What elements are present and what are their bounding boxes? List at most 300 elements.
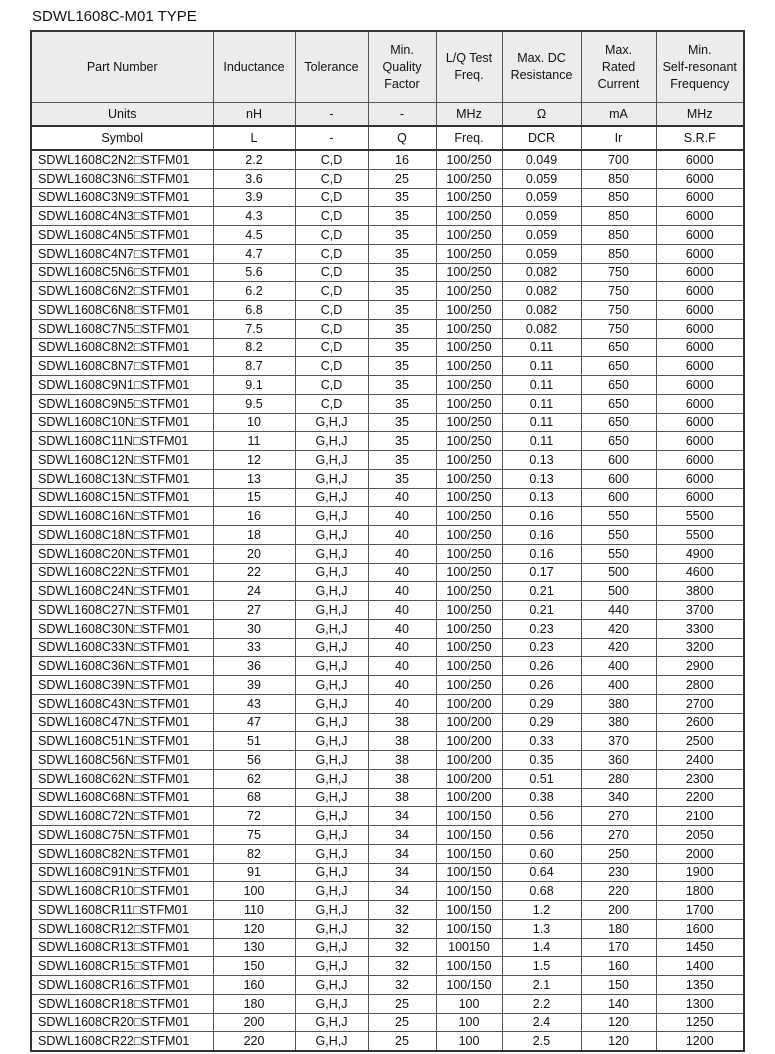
table-row <box>31 226 744 245</box>
cell-test-freq: 100/250 <box>436 169 502 188</box>
cell-self-resonant-freq: 3700 <box>656 601 744 620</box>
cell-part-number: SDWL1608CR16□STFM01 <box>31 976 213 995</box>
cell-dc-resistance: 0.38 <box>502 788 581 807</box>
cell-rated-current: 850 <box>581 188 656 207</box>
cell-part-number: SDWL1608CR15□STFM01 <box>31 957 213 976</box>
table-row <box>31 676 744 695</box>
cell-part-number: SDWL1608C51N□STFM01 <box>31 732 213 751</box>
cell-inductance: 130 <box>213 938 295 957</box>
cell-tolerance: G,H,J <box>295 563 368 582</box>
cell-dc-resistance: 0.29 <box>502 713 581 732</box>
symbol-cell-self-resonant-freq: S.R.F <box>656 126 744 150</box>
cell-self-resonant-freq: 6000 <box>656 207 744 226</box>
cell-part-number: SDWL1608C43N□STFM01 <box>31 694 213 713</box>
table-row <box>31 319 744 338</box>
cell-tolerance: G,H,J <box>295 919 368 938</box>
cell-part-number: SDWL1608C10N□STFM01 <box>31 413 213 432</box>
cell-quality-factor: 32 <box>368 938 436 957</box>
table-row <box>31 788 744 807</box>
cell-part-number: SDWL1608C5N6□STFM01 <box>31 263 213 282</box>
cell-dc-resistance: 0.059 <box>502 207 581 226</box>
cell-test-freq: 100/250 <box>436 526 502 545</box>
cell-rated-current: 280 <box>581 769 656 788</box>
cell-test-freq: 100/250 <box>436 357 502 376</box>
cell-test-freq: 100/150 <box>436 976 502 995</box>
cell-rated-current: 120 <box>581 1013 656 1032</box>
table-row <box>31 376 744 395</box>
symbol-cell-part-number: Symbol <box>31 126 213 150</box>
table-row <box>31 1032 744 1051</box>
cell-inductance: 7.5 <box>213 319 295 338</box>
cell-dc-resistance: 0.17 <box>502 563 581 582</box>
cell-tolerance: G,H,J <box>295 901 368 920</box>
table-row <box>31 976 744 995</box>
cell-part-number: SDWL1608C72N□STFM01 <box>31 807 213 826</box>
cell-self-resonant-freq: 3800 <box>656 582 744 601</box>
cell-rated-current: 170 <box>581 938 656 957</box>
cell-test-freq: 100/250 <box>436 657 502 676</box>
cell-rated-current: 160 <box>581 957 656 976</box>
cell-inductance: 110 <box>213 901 295 920</box>
cell-quality-factor: 38 <box>368 788 436 807</box>
cell-tolerance: G,H,J <box>295 769 368 788</box>
cell-self-resonant-freq: 6000 <box>656 488 744 507</box>
cell-inductance: 82 <box>213 844 295 863</box>
cell-test-freq: 100/250 <box>436 413 502 432</box>
cell-rated-current: 550 <box>581 526 656 545</box>
cell-self-resonant-freq: 2800 <box>656 676 744 695</box>
cell-quality-factor: 35 <box>368 188 436 207</box>
cell-inductance: 200 <box>213 1013 295 1032</box>
cell-quality-factor: 40 <box>368 601 436 620</box>
table-row <box>31 488 744 507</box>
cell-test-freq: 100/250 <box>436 469 502 488</box>
cell-inductance: 16 <box>213 507 295 526</box>
cell-tolerance: G,H,J <box>295 657 368 676</box>
cell-dc-resistance: 0.21 <box>502 601 581 620</box>
cell-self-resonant-freq: 6000 <box>656 469 744 488</box>
cell-dc-resistance: 0.11 <box>502 357 581 376</box>
symbol-cell-rated-current: Ir <box>581 126 656 150</box>
table-row <box>31 882 744 901</box>
table-row <box>31 263 744 282</box>
cell-test-freq: 100150 <box>436 938 502 957</box>
cell-inductance: 5.6 <box>213 263 295 282</box>
cell-part-number: SDWL1608C82N□STFM01 <box>31 844 213 863</box>
cell-quality-factor: 35 <box>368 263 436 282</box>
cell-part-number: SDWL1608C9N5□STFM01 <box>31 394 213 413</box>
symbol-cell-quality-factor: Q <box>368 126 436 150</box>
cell-part-number: SDWL1608C39N□STFM01 <box>31 676 213 695</box>
cell-rated-current: 750 <box>581 263 656 282</box>
spec-table-body <box>31 31 744 1051</box>
cell-rated-current: 700 <box>581 150 656 169</box>
cell-tolerance: G,H,J <box>295 582 368 601</box>
cell-self-resonant-freq: 6000 <box>656 150 744 169</box>
cell-dc-resistance: 0.059 <box>502 244 581 263</box>
cell-test-freq: 100/250 <box>436 394 502 413</box>
cell-self-resonant-freq: 6000 <box>656 432 744 451</box>
cell-rated-current: 360 <box>581 751 656 770</box>
cell-quality-factor: 34 <box>368 882 436 901</box>
cell-rated-current: 500 <box>581 582 656 601</box>
cell-part-number: SDWL1608C30N□STFM01 <box>31 619 213 638</box>
cell-dc-resistance: 0.082 <box>502 319 581 338</box>
cell-test-freq: 100/250 <box>436 638 502 657</box>
cell-dc-resistance: 0.11 <box>502 432 581 451</box>
cell-quality-factor: 35 <box>368 226 436 245</box>
cell-quality-factor: 35 <box>368 432 436 451</box>
cell-tolerance: G,H,J <box>295 1013 368 1032</box>
cell-quality-factor: 40 <box>368 526 436 545</box>
cell-self-resonant-freq: 4900 <box>656 544 744 563</box>
cell-test-freq: 100/250 <box>436 563 502 582</box>
symbol-cell-inductance: L <box>213 126 295 150</box>
cell-rated-current: 420 <box>581 638 656 657</box>
cell-test-freq: 100/150 <box>436 919 502 938</box>
cell-inductance: 22 <box>213 563 295 582</box>
symbol-cell-dc-resistance: DCR <box>502 126 581 150</box>
table-row <box>31 413 744 432</box>
cell-tolerance: C,D <box>295 207 368 226</box>
cell-rated-current: 750 <box>581 319 656 338</box>
cell-dc-resistance: 2.4 <box>502 1013 581 1032</box>
cell-quality-factor: 40 <box>368 657 436 676</box>
cell-test-freq: 100 <box>436 1032 502 1051</box>
cell-self-resonant-freq: 4600 <box>656 563 744 582</box>
cell-dc-resistance: 0.16 <box>502 544 581 563</box>
table-row <box>31 732 744 751</box>
cell-part-number: SDWL1608C6N2□STFM01 <box>31 282 213 301</box>
cell-part-number: SDWL1608C13N□STFM01 <box>31 469 213 488</box>
cell-inductance: 91 <box>213 863 295 882</box>
cell-tolerance: G,H,J <box>295 826 368 845</box>
cell-inductance: 220 <box>213 1032 295 1051</box>
cell-test-freq: 100/200 <box>436 732 502 751</box>
symbol-cell-test-freq: Freq. <box>436 126 502 150</box>
cell-inductance: 24 <box>213 582 295 601</box>
cell-test-freq: 100/250 <box>436 301 502 320</box>
cell-dc-resistance: 0.11 <box>502 413 581 432</box>
cell-self-resonant-freq: 3300 <box>656 619 744 638</box>
cell-tolerance: C,D <box>295 263 368 282</box>
cell-part-number: SDWL1608C8N2□STFM01 <box>31 338 213 357</box>
cell-tolerance: G,H,J <box>295 957 368 976</box>
table-row <box>31 957 744 976</box>
cell-self-resonant-freq: 2300 <box>656 769 744 788</box>
cell-tolerance: G,H,J <box>295 488 368 507</box>
cell-dc-resistance: 0.56 <box>502 807 581 826</box>
cell-inductance: 39 <box>213 676 295 695</box>
cell-rated-current: 380 <box>581 713 656 732</box>
cell-test-freq: 100/200 <box>436 769 502 788</box>
cell-rated-current: 380 <box>581 694 656 713</box>
cell-self-resonant-freq: 6000 <box>656 376 744 395</box>
table-row <box>31 357 744 376</box>
cell-part-number: SDWL1608C47N□STFM01 <box>31 713 213 732</box>
cell-inductance: 51 <box>213 732 295 751</box>
cell-self-resonant-freq: 2600 <box>656 713 744 732</box>
cell-test-freq: 100/150 <box>436 844 502 863</box>
cell-rated-current: 230 <box>581 863 656 882</box>
cell-dc-resistance: 0.51 <box>502 769 581 788</box>
cell-quality-factor: 40 <box>368 676 436 695</box>
cell-part-number: SDWL1608CR18□STFM01 <box>31 994 213 1013</box>
symbol-cell-tolerance: - <box>295 126 368 150</box>
table-row <box>31 563 744 582</box>
table-row <box>31 1013 744 1032</box>
table-row <box>31 994 744 1013</box>
cell-self-resonant-freq: 6000 <box>656 169 744 188</box>
cell-inductance: 9.5 <box>213 394 295 413</box>
cell-tolerance: C,D <box>295 376 368 395</box>
cell-inductance: 3.6 <box>213 169 295 188</box>
cell-dc-resistance: 0.26 <box>502 676 581 695</box>
cell-test-freq: 100/250 <box>436 338 502 357</box>
cell-tolerance: G,H,J <box>295 713 368 732</box>
cell-test-freq: 100/250 <box>436 244 502 263</box>
cell-quality-factor: 25 <box>368 1032 436 1051</box>
cell-dc-resistance: 2.1 <box>502 976 581 995</box>
cell-dc-resistance: 0.60 <box>502 844 581 863</box>
cell-quality-factor: 25 <box>368 994 436 1013</box>
cell-dc-resistance: 0.13 <box>502 469 581 488</box>
cell-test-freq: 100/250 <box>436 432 502 451</box>
cell-rated-current: 250 <box>581 844 656 863</box>
cell-dc-resistance: 0.16 <box>502 507 581 526</box>
cell-quality-factor: 38 <box>368 751 436 770</box>
cell-self-resonant-freq: 2500 <box>656 732 744 751</box>
cell-self-resonant-freq: 1900 <box>656 863 744 882</box>
table-row <box>31 694 744 713</box>
cell-inductance: 12 <box>213 451 295 470</box>
cell-tolerance: G,H,J <box>295 619 368 638</box>
cell-quality-factor: 25 <box>368 1013 436 1032</box>
cell-quality-factor: 34 <box>368 844 436 863</box>
cell-tolerance: C,D <box>295 244 368 263</box>
cell-dc-resistance: 0.11 <box>502 394 581 413</box>
cell-part-number: SDWL1608C24N□STFM01 <box>31 582 213 601</box>
cell-rated-current: 850 <box>581 207 656 226</box>
cell-part-number: SDWL1608CR10□STFM01 <box>31 882 213 901</box>
cell-part-number: SDWL1608C20N□STFM01 <box>31 544 213 563</box>
units-cell-part-number: Units <box>31 103 213 127</box>
cell-tolerance: G,H,J <box>295 544 368 563</box>
cell-test-freq: 100/150 <box>436 807 502 826</box>
cell-inductance: 72 <box>213 807 295 826</box>
cell-quality-factor: 35 <box>368 282 436 301</box>
cell-dc-resistance: 0.29 <box>502 694 581 713</box>
cell-part-number: SDWL1608C62N□STFM01 <box>31 769 213 788</box>
table-row <box>31 938 744 957</box>
table-row <box>31 601 744 620</box>
cell-quality-factor: 34 <box>368 807 436 826</box>
cell-inductance: 120 <box>213 919 295 938</box>
cell-part-number: SDWL1608C8N7□STFM01 <box>31 357 213 376</box>
units-cell-test-freq: MHz <box>436 103 502 127</box>
table-row <box>31 169 744 188</box>
table-row <box>31 469 744 488</box>
cell-part-number: SDWL1608C68N□STFM01 <box>31 788 213 807</box>
table-row <box>31 769 744 788</box>
cell-inductance: 4.3 <box>213 207 295 226</box>
cell-tolerance: C,D <box>295 319 368 338</box>
cell-part-number: SDWL1608C12N□STFM01 <box>31 451 213 470</box>
cell-self-resonant-freq: 6000 <box>656 263 744 282</box>
cell-rated-current: 440 <box>581 601 656 620</box>
cell-test-freq: 100/200 <box>436 713 502 732</box>
cell-inductance: 15 <box>213 488 295 507</box>
cell-tolerance: G,H,J <box>295 788 368 807</box>
cell-self-resonant-freq: 2900 <box>656 657 744 676</box>
cell-quality-factor: 40 <box>368 488 436 507</box>
cell-part-number: SDWL1608C4N7□STFM01 <box>31 244 213 263</box>
cell-quality-factor: 35 <box>368 357 436 376</box>
cell-rated-current: 650 <box>581 338 656 357</box>
units-cell-rated-current: mA <box>581 103 656 127</box>
cell-quality-factor: 40 <box>368 582 436 601</box>
cell-part-number: SDWL1608C9N1□STFM01 <box>31 376 213 395</box>
cell-part-number: SDWL1608C4N3□STFM01 <box>31 207 213 226</box>
cell-rated-current: 850 <box>581 244 656 263</box>
cell-rated-current: 120 <box>581 1032 656 1051</box>
column-header-test-freq: L/Q Test Freq. <box>436 31 502 103</box>
table-row <box>31 301 744 320</box>
column-header-tolerance: Tolerance <box>295 31 368 103</box>
cell-self-resonant-freq: 6000 <box>656 338 744 357</box>
cell-quality-factor: 40 <box>368 507 436 526</box>
cell-dc-resistance: 0.082 <box>502 301 581 320</box>
cell-self-resonant-freq: 2700 <box>656 694 744 713</box>
cell-self-resonant-freq: 1800 <box>656 882 744 901</box>
cell-self-resonant-freq: 1200 <box>656 1032 744 1051</box>
cell-dc-resistance: 0.13 <box>502 488 581 507</box>
cell-dc-resistance: 0.059 <box>502 188 581 207</box>
units-row <box>31 103 744 127</box>
cell-tolerance: G,H,J <box>295 526 368 545</box>
cell-part-number: SDWL1608C11N□STFM01 <box>31 432 213 451</box>
cell-rated-current: 150 <box>581 976 656 995</box>
cell-inductance: 11 <box>213 432 295 451</box>
spec-table <box>30 30 745 1052</box>
table-row <box>31 751 744 770</box>
table-row <box>31 901 744 920</box>
table-row <box>31 919 744 938</box>
cell-inductance: 13 <box>213 469 295 488</box>
cell-dc-resistance: 0.26 <box>502 657 581 676</box>
cell-quality-factor: 16 <box>368 150 436 169</box>
cell-self-resonant-freq: 6000 <box>656 188 744 207</box>
cell-dc-resistance: 1.5 <box>502 957 581 976</box>
cell-quality-factor: 35 <box>368 376 436 395</box>
cell-test-freq: 100/150 <box>436 882 502 901</box>
cell-tolerance: G,H,J <box>295 844 368 863</box>
cell-dc-resistance: 1.2 <box>502 901 581 920</box>
cell-test-freq: 100/250 <box>436 282 502 301</box>
cell-self-resonant-freq: 5500 <box>656 526 744 545</box>
cell-tolerance: G,H,J <box>295 676 368 695</box>
cell-tolerance: G,H,J <box>295 469 368 488</box>
cell-rated-current: 220 <box>581 882 656 901</box>
cell-part-number: SDWL1608C27N□STFM01 <box>31 601 213 620</box>
cell-tolerance: C,D <box>295 282 368 301</box>
cell-inductance: 4.7 <box>213 244 295 263</box>
cell-quality-factor: 35 <box>368 394 436 413</box>
cell-inductance: 18 <box>213 526 295 545</box>
cell-dc-resistance: 1.4 <box>502 938 581 957</box>
column-header-part-number: Part Number <box>31 31 213 103</box>
cell-test-freq: 100/250 <box>436 376 502 395</box>
cell-inductance: 62 <box>213 769 295 788</box>
cell-rated-current: 850 <box>581 169 656 188</box>
table-row <box>31 394 744 413</box>
cell-self-resonant-freq: 2000 <box>656 844 744 863</box>
cell-self-resonant-freq: 5500 <box>656 507 744 526</box>
units-cell-quality-factor: - <box>368 103 436 127</box>
table-row <box>31 657 744 676</box>
cell-rated-current: 650 <box>581 376 656 395</box>
cell-test-freq: 100/250 <box>436 188 502 207</box>
cell-self-resonant-freq: 2400 <box>656 751 744 770</box>
cell-rated-current: 400 <box>581 676 656 695</box>
cell-tolerance: G,H,J <box>295 751 368 770</box>
cell-quality-factor: 34 <box>368 826 436 845</box>
cell-quality-factor: 35 <box>368 301 436 320</box>
cell-inductance: 150 <box>213 957 295 976</box>
cell-part-number: SDWL1608CR13□STFM01 <box>31 938 213 957</box>
cell-inductance: 36 <box>213 657 295 676</box>
cell-test-freq: 100/200 <box>436 788 502 807</box>
cell-part-number: SDWL1608C6N8□STFM01 <box>31 301 213 320</box>
cell-part-number: SDWL1608C22N□STFM01 <box>31 563 213 582</box>
cell-self-resonant-freq: 1350 <box>656 976 744 995</box>
cell-test-freq: 100/250 <box>436 319 502 338</box>
cell-dc-resistance: 0.21 <box>502 582 581 601</box>
cell-tolerance: G,H,J <box>295 507 368 526</box>
cell-rated-current: 180 <box>581 919 656 938</box>
cell-test-freq: 100/200 <box>436 751 502 770</box>
cell-tolerance: C,D <box>295 357 368 376</box>
table-row <box>31 863 744 882</box>
cell-part-number: SDWL1608C16N□STFM01 <box>31 507 213 526</box>
cell-inductance: 2.2 <box>213 150 295 169</box>
cell-test-freq: 100/200 <box>436 694 502 713</box>
table-row <box>31 844 744 863</box>
cell-test-freq: 100/250 <box>436 619 502 638</box>
cell-test-freq: 100/150 <box>436 826 502 845</box>
cell-inductance: 8.7 <box>213 357 295 376</box>
column-header-row <box>31 31 744 103</box>
cell-self-resonant-freq: 6000 <box>656 244 744 263</box>
cell-tolerance: G,H,J <box>295 976 368 995</box>
document-title: SDWL1608C-M01 TYPE <box>32 8 197 25</box>
cell-test-freq: 100/150 <box>436 863 502 882</box>
cell-inductance: 6.2 <box>213 282 295 301</box>
cell-self-resonant-freq: 6000 <box>656 413 744 432</box>
cell-dc-resistance: 2.5 <box>502 1032 581 1051</box>
cell-rated-current: 650 <box>581 394 656 413</box>
cell-self-resonant-freq: 6000 <box>656 301 744 320</box>
cell-rated-current: 340 <box>581 788 656 807</box>
cell-part-number: SDWL1608CR11□STFM01 <box>31 901 213 920</box>
cell-part-number: SDWL1608C2N2□STFM01 <box>31 150 213 169</box>
cell-dc-resistance: 0.059 <box>502 169 581 188</box>
table-row <box>31 638 744 657</box>
cell-rated-current: 600 <box>581 488 656 507</box>
cell-inductance: 160 <box>213 976 295 995</box>
units-cell-self-resonant-freq: MHz <box>656 103 744 127</box>
cell-inductance: 6.8 <box>213 301 295 320</box>
